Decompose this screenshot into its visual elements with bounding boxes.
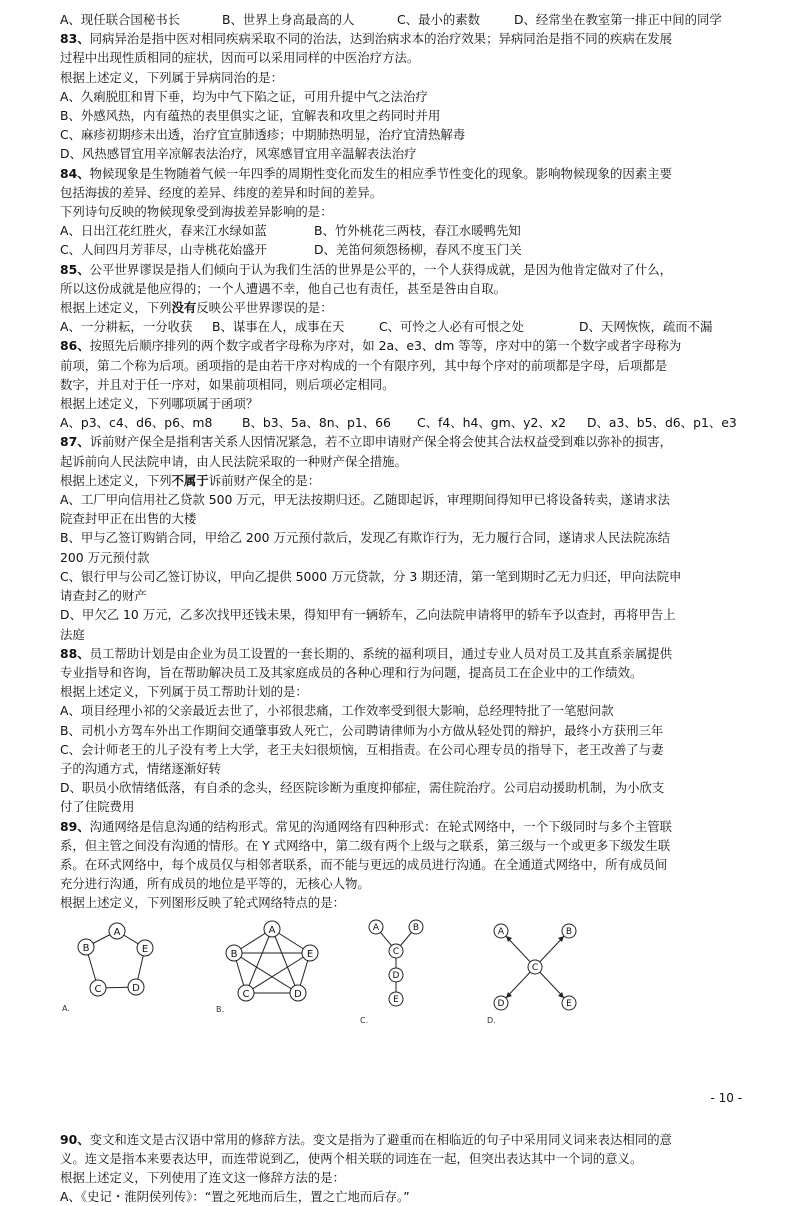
question-prompt [60, 471, 750, 490]
option-a: A、《史记・淮阴侯列传》：“置之死地而后生，置之亡地而后存。” [60, 1189, 410, 1205]
option-b: B、司机小方驾车外出工作期间交通肇事致人死亡，公司聘请律师为小方做从轻处罚的辩护，最终小方获刑三年 [60, 722, 664, 738]
node-b: B [412, 922, 420, 933]
question-83-stem [60, 29, 750, 48]
emphasis-text: 不属于 [171, 472, 209, 488]
diagram-b-all-channel-network [214, 915, 324, 1015]
node-a: A [268, 924, 276, 936]
prompt-text: 反映公平世界谬误的是： [196, 300, 333, 316]
option-d: D、风热感冒宜用辛凉解表法治疗，风寒感冒宜用辛温解表法治疗 [60, 146, 417, 162]
option-d: D、甲欠乙 10 万元，乙多次找甲还钱未果，得知甲有一辆轿车，乙向法院申请将甲的轿车予以查封，再将甲告上 [60, 607, 676, 623]
option-d: D、经常坐在教室第一排正中间的同学 [514, 12, 722, 27]
stem-text: 公平世界谬误是指人们倾向于认为我们生活的世界是公平的，一个人获得成就，是因为他肯定做对了什么， [89, 261, 672, 277]
question-prompt: 根据上述定义，下列哪项属于函项？ [60, 396, 259, 412]
options-row [60, 221, 750, 240]
stem-text: 充分进行沟通，所有成员的地位是平等的，无核心人物。 [60, 876, 370, 892]
diagram-a-ring-network [60, 915, 160, 1015]
prompt-text: 根据上述定义，下列 [60, 300, 172, 316]
question-prompt [60, 298, 750, 317]
option-a-cont: 院查封甲正在出售的大楼 [60, 511, 197, 527]
question-prompt: 根据上述定义，下列属于异病同治的是： [60, 69, 284, 85]
option-a: A、一分耕耘，一分收获 [60, 319, 193, 335]
option-b: B、谋事在人，成事在天 [212, 319, 345, 335]
option-a: A、久痢脱肛和胃下垂，均为中气下陷之证，可用升提中气之法治疗 [60, 88, 428, 104]
node-a: A [372, 922, 380, 933]
option-b: B、竹外桃花三两枝，春江水暖鸭先知 [314, 223, 521, 239]
options-row [60, 240, 750, 259]
option-d: D、a3、b5、d6、p1、e3 [587, 415, 737, 431]
question-number: 83、 [60, 31, 90, 47]
option-d: D、职员小欣情绪低落，有自杀的念头，经医院诊断为重度抑郁症，需住院治疗。公司启动援助机制，为小欣支 [60, 780, 665, 796]
network-diagrams [60, 915, 750, 1130]
stem-text: 系。在环式网络中，每个成员仅与相邻者联系，而不能与更远的成员进行沟通。在全通道式网络中，所有成员间 [60, 856, 668, 872]
question-87-stem [60, 432, 750, 451]
node-e: E [566, 998, 572, 1009]
option-b: B、b3、5a、8n、p1、66 [242, 415, 391, 431]
prompt-text: 根据上述定义，下列 [60, 472, 172, 488]
page-number: - 10 - [710, 1091, 742, 1105]
stem-text: 同病异治是指中医对相同疾病采取不同的治法，达到治病求本的治疗效果；异病同治是指不同的疾病在发展 [89, 31, 672, 47]
option-d-cont: 付了住院费用 [60, 799, 135, 815]
option-d: D、天网恢恢，疏而不漏 [579, 319, 713, 335]
options-row [60, 317, 750, 336]
option-a: A、日出江花红胜火，春来江水绿如蓝 [60, 223, 267, 239]
stem-text: 所以这份成就是他应得的；一个人遭遇不幸，他自己也有责任，甚至是咎由自取。 [60, 280, 507, 296]
exam-page [60, 10, 750, 1206]
stem-text: 包括海拔的差异、经度的差异、纬度的差异和时间的差异。 [60, 184, 383, 200]
question-number: 90、 [60, 1131, 90, 1147]
node-c: C [392, 946, 400, 957]
question-85-stem [60, 260, 750, 279]
option-c: C、f4、h4、gm、y2、x2 [417, 415, 566, 431]
option-b-cont: 200 万元预付款 [60, 549, 150, 565]
node-d: D [132, 982, 140, 994]
node-c: C [531, 962, 539, 973]
stem-text: 按照先后顺序排列的两个数字或者字母称为序对，如 2a、e3、dm 等等，序对中的第一个数字或者字母称为 [89, 338, 682, 354]
question-89-stem [60, 817, 750, 836]
node-e: E [393, 994, 399, 1005]
question-number: 88、 [60, 645, 90, 661]
node-d: D [392, 970, 400, 981]
emphasis-text: 没有 [171, 300, 197, 316]
node-d: D [497, 998, 505, 1009]
option-c-cont: 请查封乙的财产 [60, 588, 147, 604]
question-number: 87、 [60, 434, 90, 450]
question-prompt: 根据上述定义，下列图形反映了轮式网络特点的是： [60, 895, 345, 911]
stem-text: 系，但主管之间没有沟通的情形。在 Y 式网络中，第二级有两个上级与之联系，第三级与一个或更多下级发生联 [60, 837, 671, 853]
option-a: A、p3、c4、d6、p6、m8 [60, 415, 213, 431]
question-prompt: 根据上述定义，下列使用了连文这一修辞方法的是： [60, 1169, 345, 1185]
question-88-stem [60, 644, 750, 663]
option-b: B、甲与乙签订购销合同，甲给乙 200 万元预付款后，发现乙有欺诈行为，无力履行合同，遂请求人民法院冻结 [60, 530, 670, 546]
node-e: E [306, 948, 314, 960]
stem-text: 沟通网络是信息沟通的结构形式。常见的沟通网络有四种形式：在轮式网络中，一个下级同时与多个主管联 [89, 818, 672, 834]
option-c: C、可怜之人必有可恨之处 [379, 319, 524, 335]
option-c: C、会计师老王的儿子没有考上大学，老王夫妇很烦恼，互相指责。在公司心理专员的指导下，老王改善了与妻 [60, 741, 664, 757]
prompt-text: 诉前财产保全的是： [208, 472, 321, 488]
question-number: 86、 [60, 338, 90, 354]
option-c: C、银行甲与公司乙签订协议，甲向乙提供 5000 万元贷款，分 3 期还清，第一笔到期时乙无力归还，甲向法院申 [60, 568, 682, 584]
question-number: 89、 [60, 818, 90, 834]
figure-label-b: B. [216, 1004, 225, 1014]
question-90-stem [60, 1130, 750, 1149]
question-86-stem [60, 336, 750, 355]
stem-text: 前项，第二个称为后项。函项指的是由若干序对构成的一个有限序列，其中每个序对的前项都是字母，后项都是 [60, 357, 668, 373]
option-d: D、羌笛何须怨杨柳，春风不度玉门关 [314, 242, 522, 258]
node-b: B [565, 926, 573, 937]
stem-text: 过程中出现性质相同的症状，因而可以采用同样的中医治疗方法。 [60, 50, 420, 66]
node-c: C [94, 983, 102, 995]
stem-text: 义。连文是指本来要表达甲，而连带说到乙，使两个相关联的词连在一起，但突出表达其中一个词的意义。 [60, 1150, 643, 1166]
question-prompt: 根据上述定义，下列属于员工帮助计划的是： [60, 684, 308, 700]
question-number: 85、 [60, 261, 90, 277]
node-a: A [113, 926, 121, 938]
node-e: E [141, 943, 149, 955]
figure-label-d: D. [487, 1015, 496, 1025]
node-b: B [82, 942, 90, 954]
option-a: A、工厂甲向信用社乙贷款 500 万元，甲无法按期归还。乙随即起诉，审理期间得知甲已将设备转卖，遂请求法 [60, 492, 670, 508]
option-b: B、外感风热，内有蕴热的表里俱实之证，宜解表和攻里之药同时并用 [60, 108, 441, 124]
stem-text: 数字，并且对于任一序对，如果前项相同，则后项必定相同。 [60, 376, 395, 392]
node-b: B [230, 948, 238, 960]
node-c: C [242, 988, 250, 1000]
figure-label-a: A. [62, 1003, 70, 1013]
stem-text: 诉前财产保全是指利害关系人因情况紧急，若不立即申请财产保全将会使其合法权益受到难以弥补的损害， [89, 434, 672, 450]
option-d-cont: 法庭 [60, 626, 85, 642]
options-row [60, 413, 750, 432]
figure-label-c: C. [360, 1015, 369, 1025]
option-b: B、世界上身高最高的人 [222, 12, 355, 27]
stem-text: 变文和连文是古汉语中常用的修辞方法。变文是指为了避重而在相临近的句子中采用同义词来表达相同的意 [89, 1131, 672, 1147]
option-c-cont: 子的沟通方式，情绪逐渐好转 [60, 760, 222, 776]
stem-text: 专业指导和咨询，旨在帮助解决员工及其家庭成员的各种心理和行为问题，提高员工在企业中的工作绩效。 [60, 664, 643, 680]
stem-text: 物候现象是生物随着气候一年四季的周期性变化而发生的相应季节性变化的现象。影响物候现象的因素主要 [89, 165, 672, 181]
node-a: A [497, 926, 505, 937]
option-c: C、麻疹初期疹未出透，治疗宜宣肺透疹；中期肺热明显，治疗宜清热解毒 [60, 127, 466, 143]
q82-options [60, 10, 750, 29]
stem-text: 起诉前向人民法院申请，由人民法院采取的一种财产保全措施。 [60, 453, 407, 469]
question-84-stem [60, 164, 750, 183]
diagram-d-wheel-network [485, 915, 585, 1027]
option-c: C、最小的素数 [397, 12, 480, 27]
option-a: A、现任联合国秘书长 [60, 12, 180, 27]
diagram-c-y-network [358, 915, 428, 1027]
option-a: A、项目经理小祁的父亲最近去世了，小祁很悲痛，工作效率受到很大影响，总经理特批了一笔慰问款 [60, 703, 614, 719]
option-c: C、人间四月芳菲尽，山寺桃花始盛开 [60, 242, 267, 258]
node-d: D [294, 988, 302, 1000]
question-number: 84、 [60, 165, 90, 181]
question-prompt: 下列诗句反映的物候现象受到海拔差异影响的是： [60, 204, 333, 220]
stem-text: 员工帮助计划是由企业为员工设置的一套长期的、系统的福利项目，通过专业人员对员工及其直系亲属提供 [89, 645, 672, 661]
